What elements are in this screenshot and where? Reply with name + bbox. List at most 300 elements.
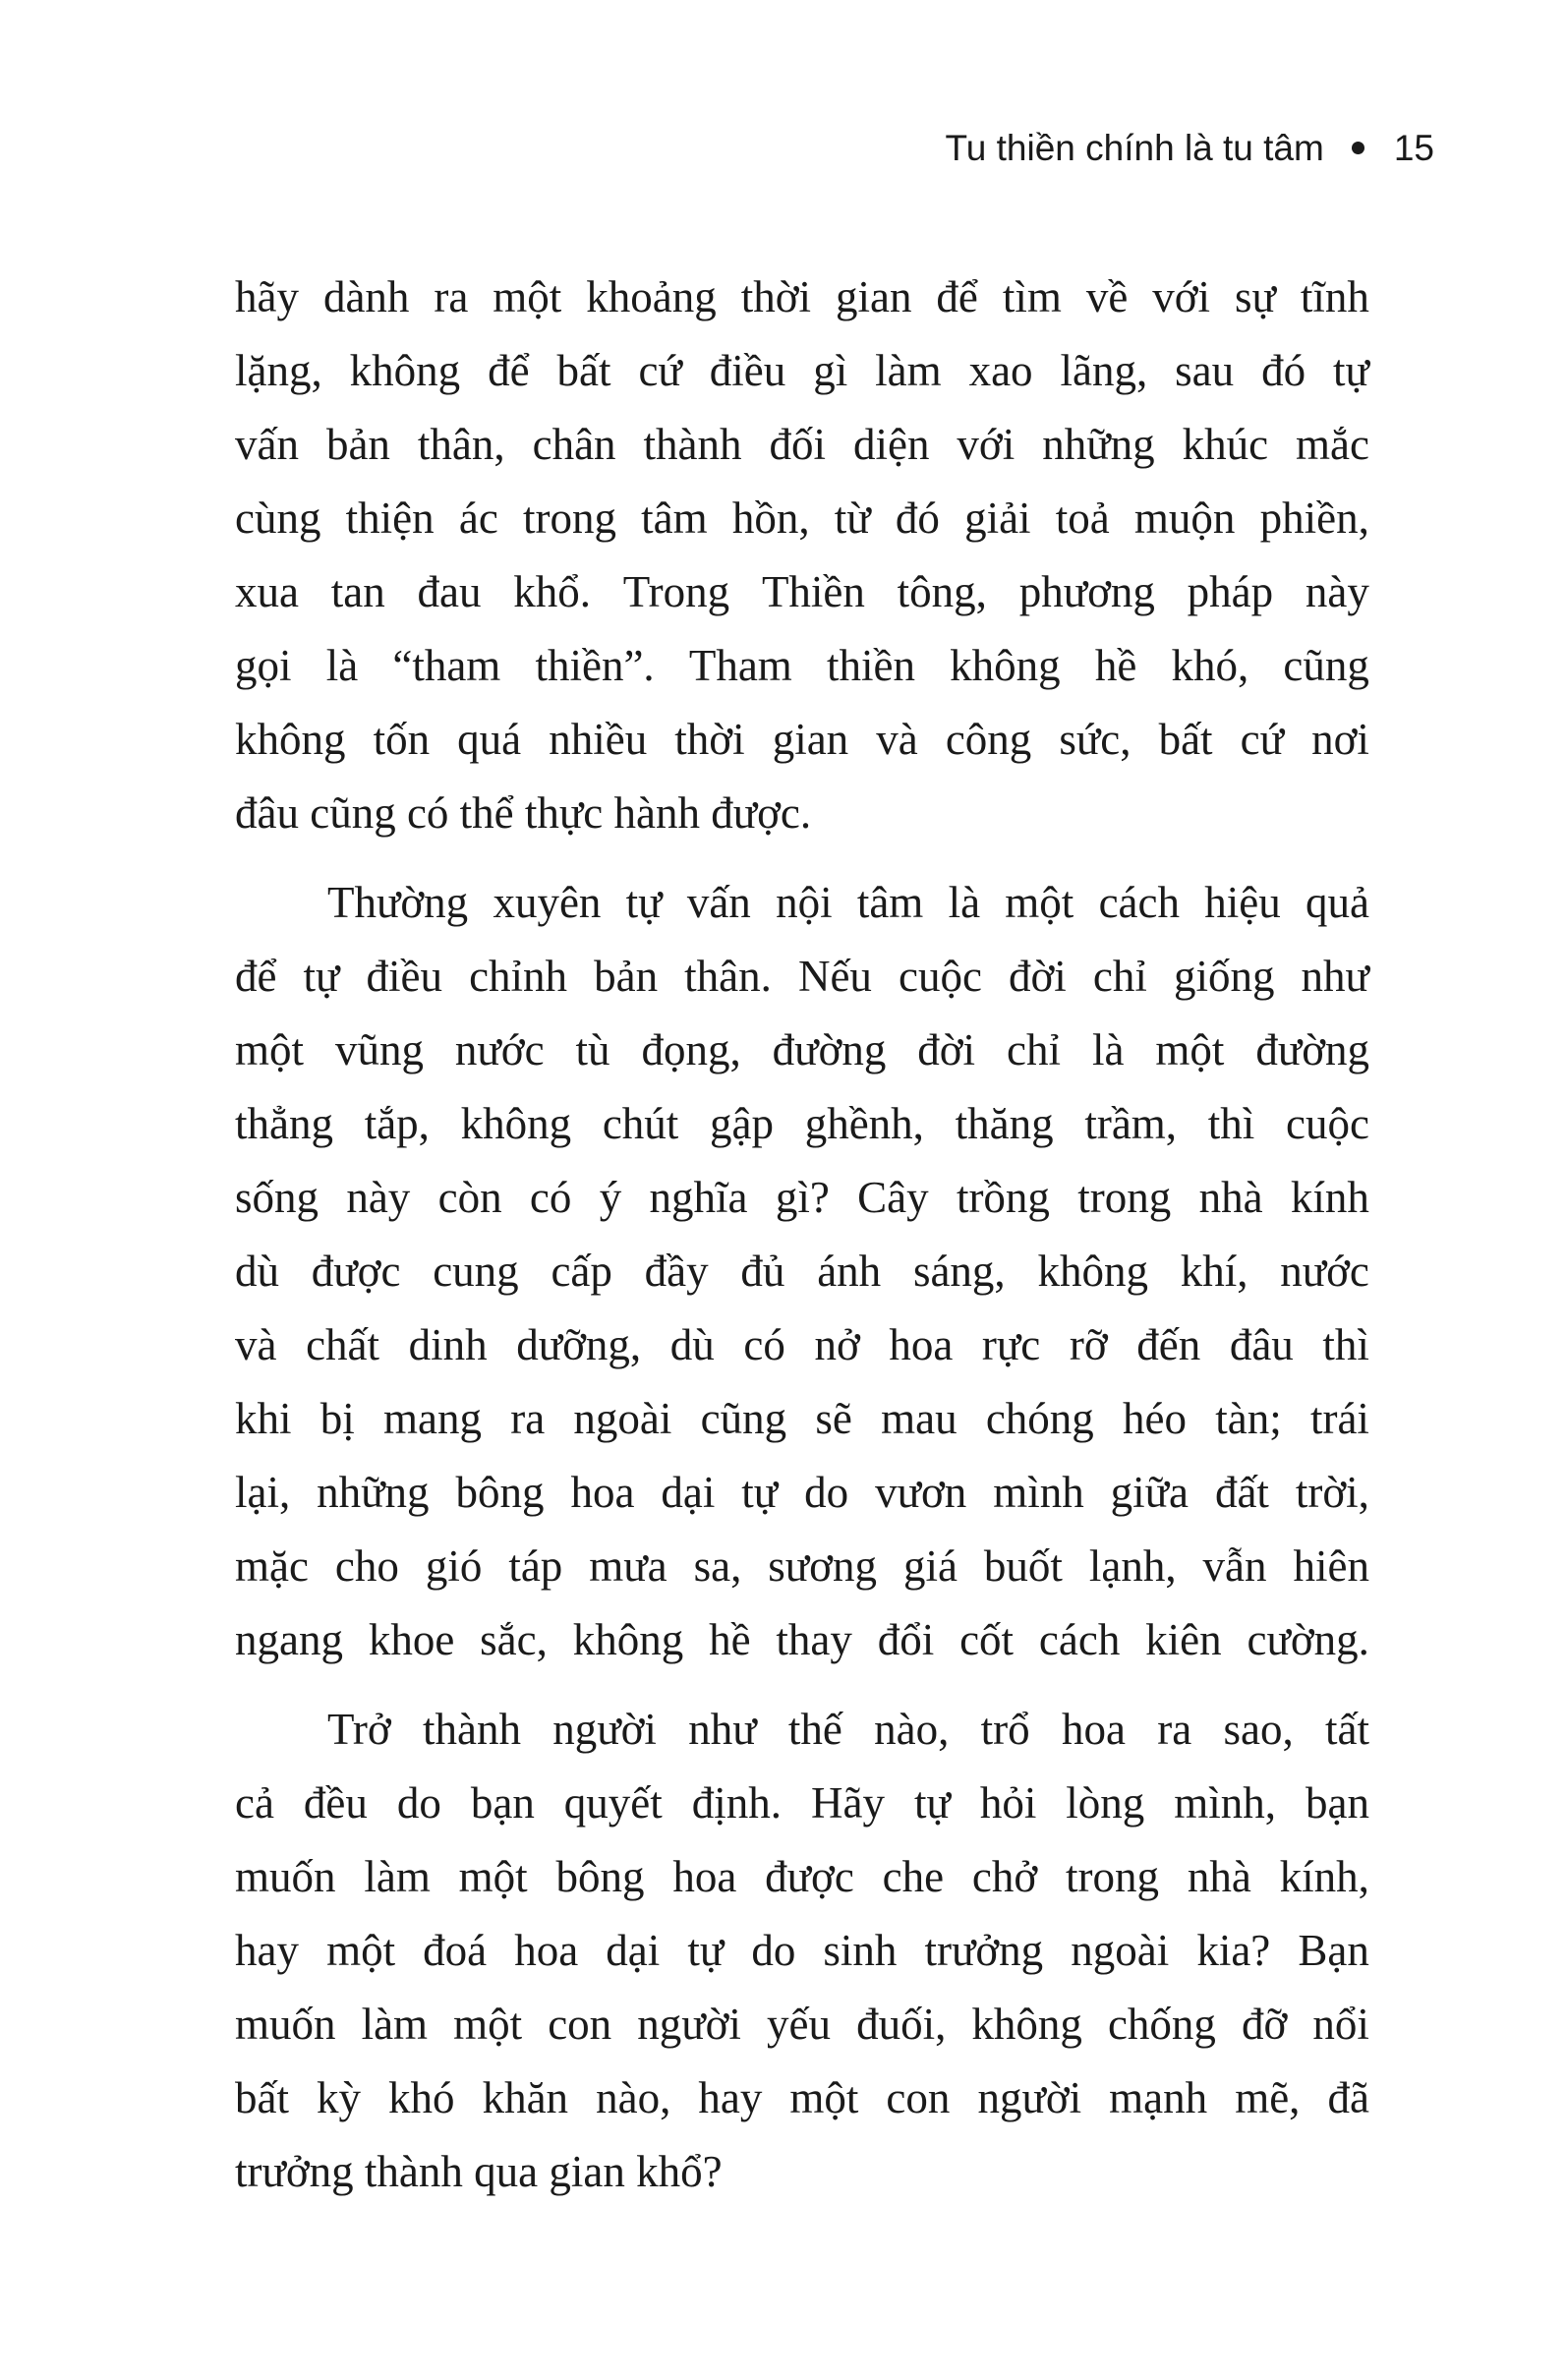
word: đó — [1261, 346, 1306, 395]
word: hay — [235, 1926, 299, 1975]
word: tự — [1333, 346, 1369, 395]
word: lạnh, — [1088, 1541, 1177, 1591]
word: thân, — [417, 420, 505, 469]
word: sắc, — [480, 1615, 548, 1664]
text-line — [235, 1308, 1369, 1382]
word: đã — [1327, 2073, 1369, 2122]
word: rực — [981, 1320, 1041, 1369]
text-line — [235, 2061, 1369, 2135]
word: mạnh — [1109, 2073, 1208, 2122]
word: khúc — [1182, 420, 1269, 469]
word: công — [945, 715, 1032, 764]
word: mắc — [1296, 420, 1369, 469]
word: cứ — [638, 346, 682, 395]
word: nở — [814, 1320, 860, 1369]
word: giống — [1173, 952, 1275, 1001]
word: kính — [1290, 1173, 1369, 1222]
word: đối — [769, 420, 826, 469]
word: gì? — [775, 1173, 830, 1222]
word: cuộc — [1285, 1099, 1369, 1148]
word: hoa — [889, 1320, 954, 1369]
word: bất — [235, 2073, 289, 2122]
word: để — [936, 272, 978, 321]
word: tự — [687, 1926, 725, 1975]
text-line — [235, 866, 1369, 940]
word: mặc — [235, 1541, 309, 1591]
word: cả — [235, 1778, 274, 1828]
word: hãy — [235, 272, 299, 321]
word: khó — [388, 2073, 455, 2122]
word: kỳ — [317, 2073, 362, 2122]
word: Thiền — [761, 567, 865, 616]
paragraph-gap — [235, 850, 1369, 866]
text-line — [235, 1840, 1369, 1914]
word: ra — [1157, 1705, 1192, 1754]
text-line — [235, 408, 1369, 482]
word: người — [552, 1705, 657, 1754]
word: không — [572, 1615, 684, 1664]
word: sinh — [823, 1926, 898, 1975]
word: mình — [993, 1468, 1084, 1517]
word: “tham — [392, 641, 501, 690]
word: do — [804, 1468, 849, 1517]
word: dành — [322, 272, 410, 321]
word: toả — [1055, 493, 1110, 543]
word: là — [1091, 1025, 1125, 1074]
word: đổi — [877, 1615, 935, 1664]
word: khó, — [1171, 641, 1249, 690]
word: Bạn — [1298, 1926, 1369, 1975]
word: cách — [1098, 878, 1180, 927]
word: vẫn — [1202, 1541, 1267, 1591]
word: quá — [457, 715, 522, 764]
word: bông — [555, 1852, 645, 1901]
word: bất — [1158, 715, 1213, 764]
word: điều — [366, 952, 442, 1001]
word: sao, — [1223, 1705, 1294, 1754]
word: không — [460, 1099, 572, 1148]
word: sáng, — [912, 1247, 1006, 1296]
word: gian — [835, 272, 912, 321]
word: những — [317, 1468, 430, 1517]
word: tĩnh — [1300, 272, 1369, 321]
word: sương — [768, 1541, 877, 1591]
text-line — [235, 1530, 1369, 1603]
word: héo — [1123, 1394, 1188, 1443]
word: đọng, — [641, 1025, 741, 1074]
word: bản — [594, 952, 659, 1001]
text-line — [235, 1693, 1369, 1767]
word: dại — [606, 1926, 661, 1975]
word: trầm, — [1084, 1099, 1178, 1148]
word: đường — [772, 1025, 887, 1074]
word: lòng — [1066, 1778, 1145, 1828]
text-line — [235, 555, 1369, 629]
word: xao — [968, 346, 1033, 395]
word: tâm — [641, 493, 708, 543]
word: đuối, — [856, 2000, 947, 2049]
word: bất — [556, 346, 611, 395]
word: dinh — [408, 1320, 488, 1369]
text-line — [235, 1914, 1369, 1988]
word: cho — [334, 1541, 399, 1591]
word: thiền — [826, 641, 915, 690]
word: bản — [325, 420, 390, 469]
word: để — [488, 346, 530, 395]
word: một — [458, 1852, 528, 1901]
word: che — [882, 1852, 945, 1901]
word: nhà — [1187, 1852, 1251, 1901]
word: buốt — [983, 1541, 1063, 1591]
word: nổi — [1312, 2000, 1369, 2049]
word: đâu — [1229, 1320, 1294, 1369]
word: cường. — [1247, 1615, 1369, 1664]
word: thì — [1207, 1099, 1255, 1148]
paragraph — [235, 866, 1369, 1677]
word: khăn — [482, 2073, 569, 2122]
word: sự — [1235, 272, 1276, 321]
word: dưỡng, — [516, 1320, 642, 1369]
paragraph — [235, 1693, 1369, 2209]
word: hồn, — [731, 493, 810, 543]
word: với — [1152, 272, 1211, 321]
word: sau — [1175, 346, 1235, 395]
word: tắp, — [364, 1099, 430, 1148]
text-line — [235, 1161, 1369, 1235]
word: muốn — [235, 2000, 336, 2049]
word: này — [346, 1173, 411, 1222]
word: do — [751, 1926, 796, 1975]
word: yếu — [767, 2000, 831, 2049]
word: thời — [740, 272, 812, 321]
text-line — [235, 703, 1369, 777]
word: đất — [1214, 1468, 1269, 1517]
word: chân — [532, 420, 616, 469]
word: thế — [787, 1705, 842, 1754]
word: Cây — [857, 1173, 929, 1222]
word: đoá — [423, 1926, 488, 1975]
word: pháp — [1187, 567, 1274, 616]
word: ra — [434, 272, 469, 321]
word: ngang — [235, 1615, 343, 1664]
word: thăng — [955, 1099, 1054, 1148]
word: gọi — [235, 641, 292, 690]
word: trưởng — [924, 1926, 1044, 1975]
word: cấp — [551, 1247, 612, 1296]
word: thiện — [345, 493, 435, 543]
word: kiên — [1145, 1615, 1222, 1664]
word: nghĩa — [649, 1173, 748, 1222]
word: tốn — [373, 715, 431, 764]
word: xua — [235, 567, 299, 616]
word: một — [326, 1926, 396, 1975]
word: Trở — [327, 1705, 391, 1754]
word: thay — [776, 1615, 852, 1664]
word: con — [548, 2000, 612, 2049]
word: chống — [1107, 2000, 1216, 2049]
word: không — [950, 641, 1061, 690]
word: đầy — [644, 1247, 709, 1296]
word: dù — [235, 1247, 279, 1296]
word: xuyên — [493, 878, 602, 927]
word: rỡ — [1069, 1320, 1108, 1369]
word: người — [637, 2000, 741, 2049]
word: phiền, — [1259, 493, 1369, 543]
word: hiệu — [1204, 878, 1281, 927]
word: quả — [1305, 878, 1369, 927]
word: đó — [895, 493, 940, 543]
word: chất — [306, 1320, 380, 1369]
word: thành — [643, 420, 742, 469]
word: gian — [772, 715, 849, 764]
word: hỏi — [979, 1778, 1037, 1828]
word: như — [688, 1705, 757, 1754]
text-line — [235, 482, 1369, 555]
word: ngoài — [1071, 1926, 1170, 1975]
word: hoa — [672, 1852, 737, 1901]
word: mẽ, — [1235, 2073, 1301, 2122]
word: không — [235, 715, 346, 764]
word: dại — [661, 1468, 716, 1517]
word: trồng — [956, 1173, 1050, 1222]
word: tìm — [1002, 272, 1062, 321]
word: tông, — [897, 567, 987, 616]
word: không — [349, 346, 461, 395]
word: cung — [433, 1247, 519, 1296]
word: hoa — [514, 1926, 579, 1975]
word: và — [876, 715, 918, 764]
word: không — [971, 2000, 1082, 2049]
word: vươn — [875, 1468, 967, 1517]
word: kính, — [1279, 1852, 1369, 1901]
word: giải — [964, 493, 1031, 543]
word: để — [235, 952, 277, 1001]
word: làm — [361, 2000, 429, 2049]
text-line — [235, 1382, 1369, 1456]
word: nhiều — [549, 715, 648, 764]
word: sức, — [1059, 715, 1132, 764]
word: định. — [691, 1778, 783, 1828]
word: là — [325, 641, 359, 690]
word: một — [789, 2073, 859, 2122]
word: khoảng — [586, 272, 717, 321]
page-number: 15 — [1393, 128, 1434, 168]
word: bạn — [1306, 1778, 1369, 1828]
word: muốn — [235, 1852, 336, 1901]
word: không — [1037, 1247, 1148, 1296]
word: chóng — [985, 1394, 1094, 1443]
word: như — [1301, 952, 1369, 1001]
word: cuộc — [899, 952, 982, 1001]
word: đều — [303, 1778, 368, 1828]
chapter-title: Tu thiền chính là tu tâm — [945, 128, 1324, 168]
word: cốt — [959, 1615, 1015, 1664]
word: mình, — [1174, 1778, 1277, 1828]
word: ác — [458, 493, 498, 543]
word: thành — [422, 1705, 521, 1754]
word: một — [1155, 1025, 1225, 1074]
word: mưa — [589, 1541, 667, 1591]
word: làm — [364, 1852, 431, 1901]
word: do — [396, 1778, 441, 1828]
word: con — [886, 2073, 951, 2122]
word: khi — [235, 1394, 292, 1443]
bullet-separator-icon — [1352, 142, 1364, 154]
word: chở — [971, 1852, 1038, 1901]
word: một — [1005, 878, 1074, 927]
word: trổ — [980, 1705, 1030, 1754]
word: khí, — [1180, 1247, 1248, 1296]
word: một — [453, 2000, 523, 2049]
word: những — [1042, 420, 1155, 469]
text-line — [235, 1456, 1369, 1530]
word: hề — [709, 1615, 751, 1664]
word: mang — [383, 1394, 482, 1443]
word: vấn — [235, 420, 299, 469]
text-line — [235, 334, 1369, 408]
word: tự — [303, 952, 340, 1001]
text-line — [235, 1014, 1369, 1087]
text-line — [235, 261, 1369, 334]
word: cũng — [1283, 641, 1369, 690]
word: đường — [1255, 1025, 1369, 1074]
word: Thường — [327, 878, 469, 927]
word: cứ — [1240, 715, 1285, 764]
word: bông — [455, 1468, 545, 1517]
word: nhà — [1198, 1173, 1263, 1222]
paragraph — [235, 261, 1369, 850]
word: thì — [1322, 1320, 1369, 1369]
word: đời — [1009, 952, 1067, 1001]
word: giá — [902, 1541, 958, 1591]
word: từ — [834, 493, 871, 543]
word: vũng — [334, 1025, 424, 1074]
word: thẳng — [235, 1099, 333, 1148]
word: trái — [1309, 1394, 1369, 1443]
word: chút — [602, 1099, 679, 1148]
word: ghềnh, — [804, 1099, 924, 1148]
word: tâm — [856, 878, 924, 927]
word: đến — [1136, 1320, 1201, 1369]
word: cũng — [700, 1394, 787, 1443]
word: nội — [776, 878, 833, 927]
word: này — [1305, 567, 1369, 616]
word: quyết — [563, 1778, 663, 1828]
word: nào, — [874, 1705, 950, 1754]
word: tan — [330, 567, 385, 616]
word: đủ — [740, 1247, 785, 1296]
word: tất — [1325, 1705, 1369, 1754]
word: Trong — [622, 567, 730, 616]
word: được — [311, 1247, 401, 1296]
word: nước — [1280, 1247, 1369, 1296]
word: nơi — [1311, 715, 1369, 764]
word: dù — [669, 1320, 715, 1369]
word: người — [977, 2073, 1082, 2122]
word: Nếu — [797, 952, 872, 1001]
word: kia? — [1196, 1926, 1271, 1975]
text-line — [235, 1235, 1369, 1308]
paragraph-gap — [235, 1677, 1369, 1693]
word: hề — [1094, 641, 1137, 690]
word: gập — [710, 1099, 774, 1148]
word: có — [529, 1173, 572, 1222]
body-text — [235, 261, 1369, 2209]
word: cùng — [235, 493, 321, 543]
word: trong — [1066, 1852, 1160, 1901]
word: trong — [1077, 1173, 1172, 1222]
word: tàn; — [1215, 1394, 1282, 1443]
word: bị — [319, 1394, 355, 1443]
word: nào, — [596, 2073, 671, 2122]
word: muộn — [1133, 493, 1236, 543]
word: về — [1085, 272, 1129, 321]
text-line — [235, 940, 1369, 1014]
text-line — [235, 1988, 1369, 2061]
word: trời, — [1295, 1468, 1369, 1517]
word: thiền”. — [535, 641, 655, 690]
word: ngoài — [573, 1394, 672, 1443]
word: khoe — [368, 1615, 455, 1664]
word: điều — [709, 346, 786, 395]
word: sa, — [693, 1541, 742, 1591]
word: ra — [510, 1394, 546, 1443]
text-line — [235, 629, 1369, 703]
word: phương — [1018, 567, 1155, 616]
word: nước — [454, 1025, 545, 1074]
word: còn — [437, 1173, 502, 1222]
word: một — [235, 1025, 305, 1074]
word: với — [957, 420, 1016, 469]
word: giữa — [1110, 1468, 1190, 1517]
word: hay — [698, 2073, 763, 2122]
word: lãng, — [1060, 346, 1148, 395]
word: diện — [852, 420, 930, 469]
text-line — [235, 1767, 1369, 1840]
word: bạn — [470, 1778, 535, 1828]
word: có — [743, 1320, 785, 1369]
word: đời — [917, 1025, 976, 1074]
word: khổ. — [513, 567, 591, 616]
word: thời — [674, 715, 745, 764]
word: sẽ — [815, 1394, 852, 1443]
word: và — [235, 1320, 277, 1369]
word: là — [948, 878, 981, 927]
word: vấn — [686, 878, 751, 927]
text-line — [235, 1603, 1369, 1677]
word: hiên — [1293, 1541, 1369, 1591]
word: tù — [575, 1025, 610, 1074]
word: Tham — [688, 641, 792, 690]
word: được — [765, 1852, 854, 1901]
word: chỉnh — [469, 952, 568, 1001]
word: gì — [813, 346, 848, 395]
word: gió — [425, 1541, 483, 1591]
word: hoa — [570, 1468, 635, 1517]
text-line: trưởng thành qua gian khổ? — [235, 2147, 723, 2196]
word: trong — [522, 493, 616, 543]
word: sống — [235, 1173, 319, 1222]
text-line — [235, 1087, 1369, 1161]
word: tự — [625, 878, 663, 927]
word: Hãy — [810, 1778, 885, 1828]
word: tự — [741, 1468, 779, 1517]
word: chỉ — [1007, 1025, 1061, 1074]
word: ý — [599, 1173, 622, 1222]
word: đỡ — [1242, 2000, 1288, 2049]
word: cách — [1038, 1615, 1121, 1664]
word: lặng, — [235, 346, 322, 395]
